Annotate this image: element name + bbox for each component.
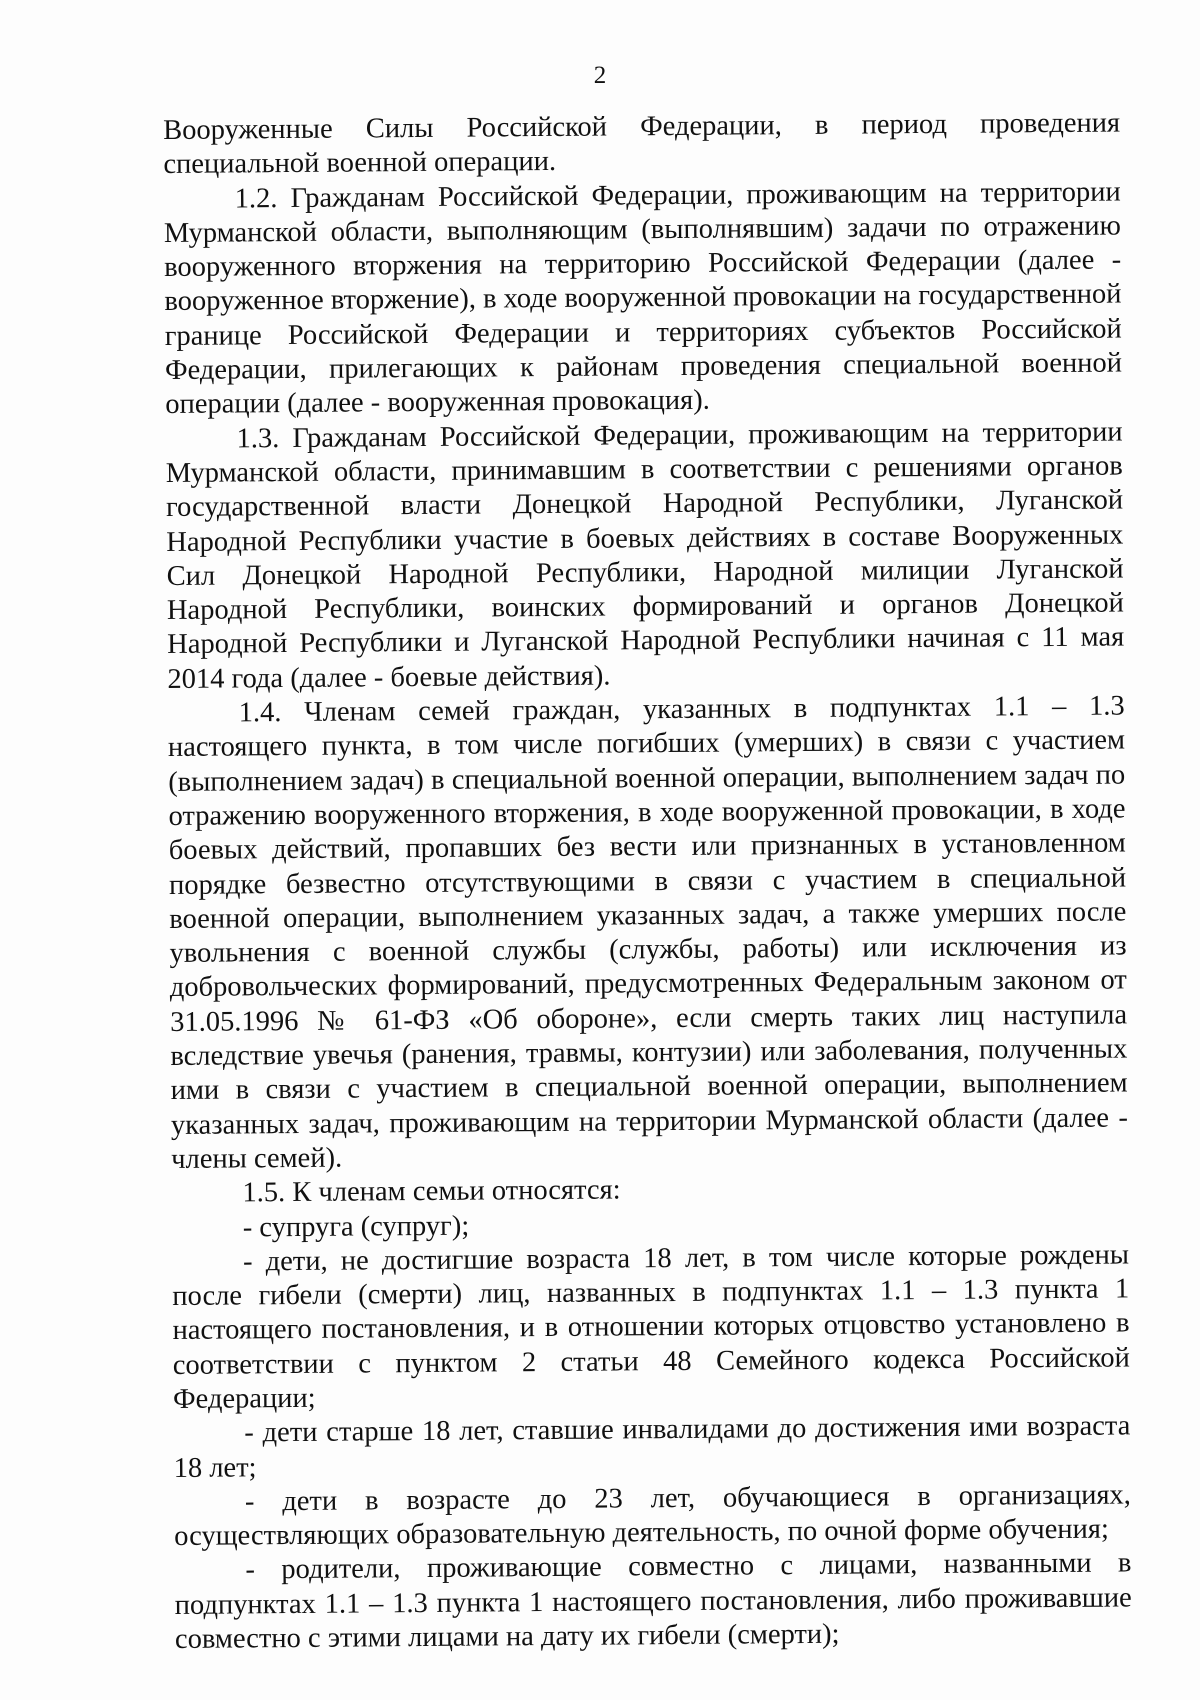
paragraph-1-4: 1.4. Членам семей граждан, указанных в подпунктах 1.1 – 1.3 настоящего пункта, в том числе погибших (умерших) в связи с участием (выполнением задач) в специальной военной операции, выполнением задач по отражению вооруженного вторжения, в ходе вооруженной провокации, в ходе боевых действий, пропавших без вести или признанных в установленном порядке безвестно отсутствующими в связи с участием в специальной военной операции, выполнением указанных задач, а также умерших после увольнения с военной службы (службы, работы) или исключения из добровольческих формирований, предусмотренных Федеральным законом от 31.05.1996 № 61-ФЗ «Об обороне», если смерть таких лиц наступила вследствие увечья (ранения, травмы, контузии) или заболевания, полученных ими в связи с участием в специальной военной операции, выполнением указанных задач, проживающим на территории Мурманской области (далее - члены семей). — [167, 690, 1129, 1175]
list-item-parents: - родители, проживающие совместно с лицами, названными в подпунктах 1.1 – 1.3 пункта 1 настоящего постановления, либо проживавшие совместно с этими лицами на дату их гибели (смерти); — [174, 1547, 1132, 1656]
paragraph-continuation: Вооруженные Силы Российской Федерации, в период проведения специальной военной операции. — [163, 107, 1121, 181]
paragraph-1-2: 1.2. Гражданам Российской Федерации, проживающим на территории Мурманской области, выполняющим (выполнявшим) задачи по отражению вооруженного вторжения на территорию Российской Федерации (далее - вооруженное вторжение), в ходе вооруженной провокации на государственной границе Российской Федерации и территориях субъектов Российской Федерации, прилегающих к районам проведения специальной военной операции (далее - вооруженная провокация). — [163, 176, 1123, 421]
list-item-spouse: - супруга (супруг); — [242, 1210, 470, 1243]
document-body — [163, 106, 1132, 1657]
list-item-children-students: - дети в возрасте до 23 лет, обучающиеся в организациях, осуществляющих образовательную деятельность, по очной форме обучения; — [174, 1479, 1131, 1553]
paragraph-1-5: 1.5. К членам семьи относятся: — [242, 1174, 621, 1209]
list-item-children-under-18: - дети, не достигшие возраста 18 лет, в том числе которые рождены после гибели (смерти) лиц, названных в подпунктах 1.1 – 1.3 пункта 1 настоящего постановления, и в отношении которых отцовство установлено в соответствии с пунктом 2 статьи 48 Семейного кодекса Российской Федерации; — [172, 1239, 1130, 1415]
paragraph-1-3: 1.3. Гражданам Российской Федерации, проживающим на территории Мурманской области, принимавшим в соответствии с решениями органов государственной власти Донецкой Народной Республики, Луганской Народной Республики участие в боевых действиях в составе Вооруженных Сил Донецкой Народной Республики, Народной милиции Луганской Народной Республики, воинских формирований и органов Донецкой Народной Республики и Луганской Народной Республики начиная с 11 мая 2014 года (далее - боевые действия). — [165, 416, 1125, 695]
page-number: 2 — [593, 62, 607, 89]
list-item-children-disabled: - дети старше 18 лет, ставшие инвалидами до достижения ими возраста 18 лет; — [173, 1410, 1131, 1484]
